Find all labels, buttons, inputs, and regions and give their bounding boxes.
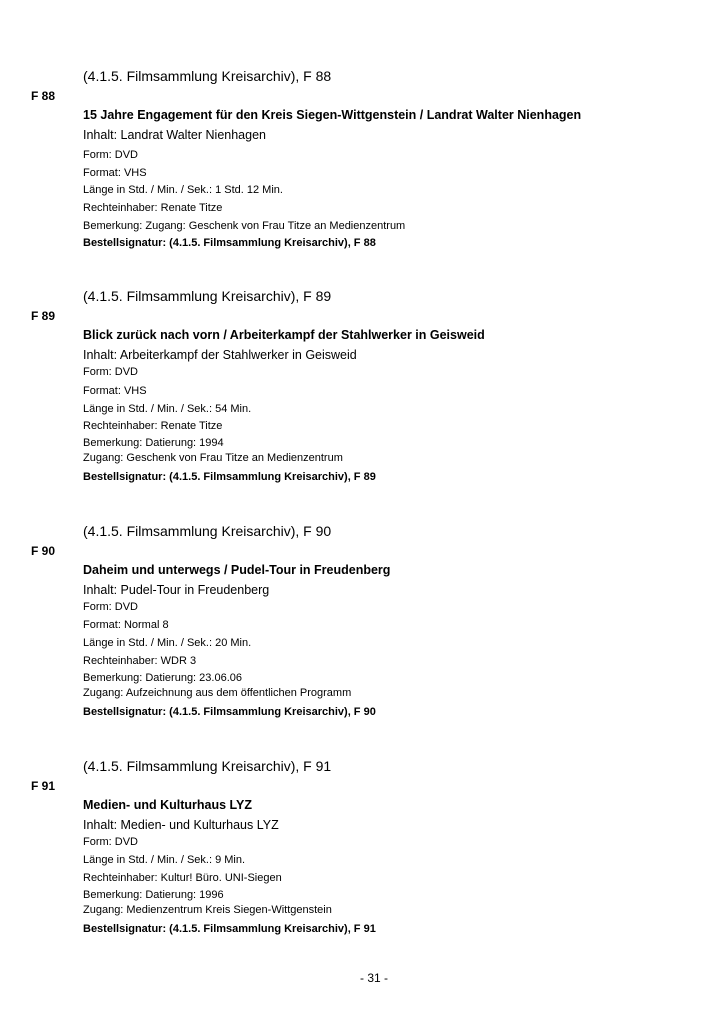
record-title: Daheim und unterwegs / Pudel-Tour in Freudenberg: [83, 563, 391, 577]
record-signatur: Bestellsignatur: (4.1.5. Filmsammlung Kreisarchiv), F 89: [83, 471, 376, 483]
page-footer: [0, 971, 728, 985]
record-inhalt: Inhalt: Arbeiterkampf der Stahlwerker in Geisweid: [83, 348, 357, 362]
page-number: - 31 -: [359, 971, 388, 985]
record-title: Medien- und Kulturhaus LYZ: [83, 798, 252, 812]
record-code: F 89: [31, 309, 56, 323]
record-length: Länge in Std. / Min. / Sek.: 1 Std. 12 Min.: [83, 184, 283, 196]
record-remark: Bemerkung: Zugang: Geschenk von Frau Titze an Medienzentrum: [83, 220, 406, 232]
record-access: Zugang: Aufzeichnung aus dem öffentlichen Programm: [83, 687, 352, 699]
record-rights: Rechteinhaber: Kultur! Büro. UNI-Siegen: [83, 872, 282, 884]
record-remark: Bemerkung: Datierung: 23.06.06: [83, 672, 242, 684]
record-code: F 90: [31, 544, 56, 558]
record-access: Zugang: Geschenk von Frau Titze an Medienzentrum: [83, 452, 343, 464]
series-heading: (4.1.5. Filmsammlung Kreisarchiv), F 91: [83, 758, 332, 774]
record-inhalt: Inhalt: Pudel-Tour in Freudenberg: [83, 583, 270, 597]
record-rights: Rechteinhaber: WDR 3: [83, 655, 197, 667]
record-form: Form: DVD: [83, 149, 138, 161]
record-rights: Rechteinhaber: Renate Titze: [83, 202, 223, 214]
record-title: Blick zurück nach vorn / Arbeiterkampf der Stahlwerker in Geisweid: [83, 328, 485, 342]
series-heading: (4.1.5. Filmsammlung Kreisarchiv), F 90: [83, 523, 332, 539]
record-inhalt: Inhalt: Medien- und Kulturhaus LYZ: [83, 818, 279, 832]
record-code: F 88: [31, 89, 56, 103]
record-form: Form: DVD: [83, 366, 138, 378]
record-signatur: Bestellsignatur: (4.1.5. Filmsammlung Kreisarchiv), F 91: [83, 923, 376, 935]
record-length: Länge in Std. / Min. / Sek.: 54 Min.: [83, 403, 252, 415]
record-form: Form: DVD: [83, 601, 138, 613]
record-inhalt: Inhalt: Landrat Walter Nienhagen: [83, 128, 266, 142]
series-heading: (4.1.5. Filmsammlung Kreisarchiv), F 89: [83, 288, 332, 304]
record-code: F 91: [31, 779, 56, 793]
record-length: Länge in Std. / Min. / Sek.: 20 Min.: [83, 637, 252, 649]
record-format: Format: Normal 8: [83, 619, 169, 631]
record-signatur: Bestellsignatur: (4.1.5. Filmsammlung Kreisarchiv), F 88: [83, 237, 376, 249]
record-format: Format: VHS: [83, 385, 147, 397]
record-remark: Bemerkung: Datierung: 1994: [83, 437, 224, 449]
record-length: Länge in Std. / Min. / Sek.: 9 Min.: [83, 854, 246, 866]
record-remark: Bemerkung: Datierung: 1996: [83, 889, 224, 901]
record-form: Form: DVD: [83, 836, 138, 848]
record-signatur: Bestellsignatur: (4.1.5. Filmsammlung Kreisarchiv), F 90: [83, 706, 376, 718]
series-heading: (4.1.5. Filmsammlung Kreisarchiv), F 88: [83, 68, 332, 84]
record-format: Format: VHS: [83, 167, 147, 179]
record-access: Zugang: Medienzentrum Kreis Siegen-Wittgenstein: [83, 904, 332, 916]
record-title: 15 Jahre Engagement für den Kreis Siegen-Wittgenstein / Landrat Walter Nienhagen: [83, 108, 582, 122]
record-rights: Rechteinhaber: Renate Titze: [83, 420, 223, 432]
